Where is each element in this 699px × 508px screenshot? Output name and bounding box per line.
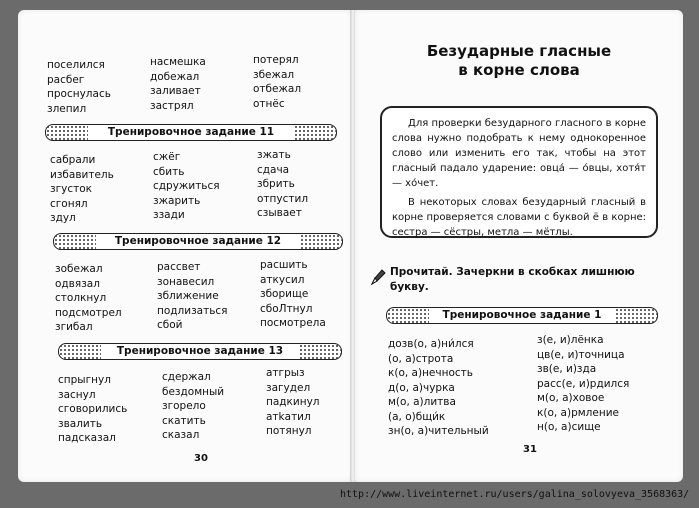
word: расшить [260, 259, 308, 271]
top-col1 [47, 58, 111, 116]
word: поселился [47, 59, 105, 71]
word: подлизаться [157, 304, 228, 317]
word: рассвет [157, 261, 201, 273]
word: зобежал [55, 263, 103, 275]
exercise-item: (а, о)бщи́к [388, 410, 446, 423]
task-1-header [386, 307, 658, 324]
word: потерял [253, 54, 299, 66]
top-col2 [150, 55, 206, 113]
word: атгрыз [266, 367, 305, 379]
title-line-1: Безударные гласные [426, 42, 612, 60]
word: ззади [153, 209, 185, 221]
word: збежал [253, 68, 295, 81]
exercise-item: зн(о, а)чительный [388, 425, 489, 437]
task13-col1 [58, 373, 127, 446]
task1-col2 [537, 333, 629, 435]
task-12-header [53, 233, 343, 250]
word: згибал [55, 321, 93, 333]
pencil-icon [370, 268, 386, 286]
task-11-title: Тренировочное задание 11 [104, 126, 278, 138]
exercise-item: м(о, а)литва [388, 396, 456, 408]
word: посмотрела [260, 317, 326, 329]
word: подсмотрел [55, 306, 122, 319]
task-1-title: Тренировочное задание 1 [439, 309, 606, 321]
word: одвязал [55, 277, 100, 290]
word: сбой [157, 319, 183, 331]
watermark-url: http://www.liveinternet.ru/users/galina_solovyeva_3568363/ [340, 489, 690, 500]
word: сдержал [162, 371, 211, 383]
exercise-item: д(о, а)чурка [388, 381, 455, 394]
word: сбоЛтнул [260, 302, 313, 315]
task-11-header [45, 124, 337, 141]
word: сзывает [257, 207, 302, 219]
word: здул [50, 212, 76, 224]
word: зжать [257, 149, 291, 161]
task11-col2 [153, 150, 220, 223]
word: злепил [47, 102, 87, 115]
word: звалить [58, 417, 103, 430]
exercise-item: з(е, и)лёнка [537, 334, 604, 346]
word: проснулась [47, 88, 111, 100]
task-13-title: Тренировочное задание 13 [113, 345, 287, 357]
word: спрыгнул [58, 374, 111, 386]
word: насмешка [150, 56, 206, 68]
task12-col3 [260, 258, 326, 331]
word: застрял [150, 99, 194, 112]
word: сдача [257, 163, 290, 176]
task11-col1 [50, 153, 114, 226]
task-13-header [58, 343, 342, 360]
exercise-item: расс(е, и)рдился [537, 377, 630, 390]
page-number-right: 31 [523, 444, 537, 455]
word: згорело [162, 400, 206, 412]
exercise-item: к(о, а)нечность [388, 367, 473, 379]
word: сгонял [50, 197, 88, 210]
task13-col2 [162, 370, 224, 443]
word: скатить [162, 414, 206, 427]
exercise-item: зв(е, и)зда [537, 363, 597, 375]
word: добежал [150, 70, 200, 83]
word: згусток [50, 183, 92, 195]
word: сбить [153, 165, 185, 178]
rule-box [380, 106, 658, 238]
word: сжёг [153, 151, 181, 163]
word: падкинул [266, 396, 320, 408]
word: отбежал [253, 83, 302, 95]
word: зжарить [153, 194, 201, 207]
exercise-item: цв(е, и)точница [537, 348, 625, 361]
word: отпустил [257, 192, 309, 205]
word: аткусил [260, 273, 305, 286]
word: избавитель [50, 168, 114, 181]
task-12-title: Тренировочное задание 12 [111, 235, 285, 247]
exercise-item: н(о, а)сище [537, 421, 601, 433]
task11-col3 [257, 148, 308, 221]
page-number-left: 30 [194, 453, 208, 464]
word: сказал [162, 429, 200, 441]
word: загудел [266, 381, 311, 394]
instruction-text: Прочитай. Зачеркни в скобках лишнюю букву. [390, 266, 635, 293]
exercise-item: м(о, а)ховое [537, 392, 605, 404]
exercise-item: (о, а)строта [388, 352, 454, 365]
word: бездомный [162, 385, 225, 398]
task13-col3 [266, 366, 320, 439]
page-title [360, 42, 678, 80]
word: сабрали [50, 154, 96, 166]
word: столкнул [55, 292, 107, 304]
word: сговорились [58, 403, 128, 415]
task12-col2 [157, 260, 228, 333]
word: збрить [257, 178, 295, 190]
task12-col1 [55, 262, 122, 335]
task1-col1 [388, 337, 489, 439]
word: отнёс [253, 97, 285, 110]
word: зборище [260, 288, 309, 300]
rule-paragraph-2: В некоторых словах безударный гласный в корне проверяется словами с буквой ё в корне: сестра — сёстры, метла — мётлы. [392, 197, 646, 238]
top-col3 [253, 53, 301, 111]
title-line-2: в корне слова [458, 61, 580, 79]
word: расбег [47, 73, 85, 86]
word: зближение [157, 290, 219, 302]
word: заливает [150, 85, 201, 97]
word: сдружиться [153, 180, 220, 192]
exercise-item: дозв(о, а)ни́лся [388, 338, 474, 350]
word: заснул [58, 388, 96, 401]
word: атkатил [266, 410, 311, 423]
rule-paragraph-1: Для проверки безударного гласного в корне слова нужно подобрать к нему однокоренное слово или изменить его так, чтобы на этот гласный падало ударение: овца́ — о́вцы, хотя́т — хо́чет. [392, 118, 646, 189]
word: зонавесил [157, 275, 215, 288]
word: потянул [266, 425, 312, 437]
exercise-item: к(о, а)рмление [537, 406, 619, 419]
word: падсказал [58, 432, 116, 444]
